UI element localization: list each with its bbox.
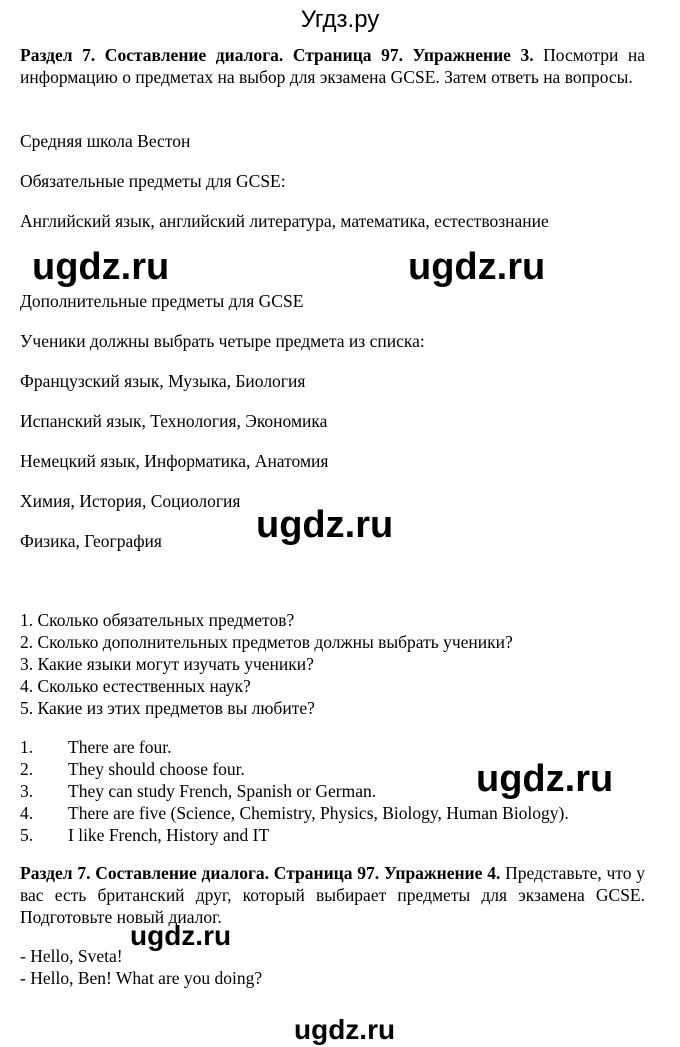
answer-item	[20, 824, 569, 846]
answer-item	[20, 802, 569, 824]
watermark: ugdz.ru	[32, 246, 170, 288]
questions-list	[20, 609, 513, 719]
exercise-4-text: Представьте, что у вас есть британский друг, который выбирает предметы для экзамена GCSE. Подготовьте новый диалог.	[20, 863, 646, 927]
dialog-line: - Hello, Sveta!	[20, 946, 123, 966]
watermark: ugdz.ru	[294, 1014, 396, 1045]
exercise-4-paragraph	[20, 862, 645, 928]
watermark: ugdz.ru	[256, 504, 394, 546]
answer-number: 5.	[20, 825, 34, 845]
compulsory-list: Английский язык, английский литература, математика, естествознание	[20, 211, 549, 231]
answer-text: They can study French, Spanish or German.	[68, 781, 377, 801]
question-item: 3. Какие языки могут изучать ученики?	[20, 654, 314, 674]
answer-number: 3.	[20, 781, 34, 801]
dialog-line: - Hello, Ben! What are you doing?	[20, 968, 263, 988]
question-item: 5. Какие из этих предметов вы любите?	[20, 698, 315, 718]
compulsory-title: Обязательные предметы для GCSE:	[20, 171, 286, 191]
answer-number: 1.	[20, 737, 34, 757]
answer-number: 4.	[20, 803, 34, 823]
answer-text: I like French, History and IT	[68, 825, 270, 845]
answer-text: There are four.	[68, 737, 172, 757]
question-item: 4. Сколько естественных наук?	[20, 676, 251, 696]
watermark: ugdz.ru	[476, 758, 614, 800]
answer-text: There are five (Science, Chemistry, Physics, Biology, Human Biology).	[68, 803, 569, 823]
answer-text: They should choose four.	[68, 759, 245, 779]
optional-row: Химия, История, Социология	[20, 491, 241, 511]
exercise-3-text: Посмотри на информацию о предметах на выбор для экзамена GCSE. Затем ответь на вопросы.	[20, 45, 646, 87]
optional-instruction: Ученики должны выбрать четыре предмета из списка:	[20, 331, 425, 351]
optional-title: Дополнительные предметы для GCSE	[20, 291, 304, 311]
optional-row: Французский язык, Музыка, Биология	[20, 371, 306, 391]
question-item: 2. Сколько дополнительных предметов должны выбрать ученики?	[20, 632, 513, 652]
answer-number: 2.	[20, 759, 34, 779]
answer-item	[20, 736, 569, 758]
exercise-3-paragraph	[20, 44, 645, 88]
optional-row: Физика, География	[20, 531, 162, 551]
optional-row: Испанский язык, Технология, Экономика	[20, 411, 328, 431]
exercise-4-heading: Раздел 7. Составление диалога. Страница 97. Упражнение 4.	[20, 863, 501, 883]
watermark: ugdz.ru	[408, 246, 546, 288]
optional-row: Немецкий язык, Информатика, Анатомия	[20, 451, 329, 471]
school-name: Средняя школа Вестон	[20, 131, 191, 151]
site-title: Угдз.ру	[300, 6, 380, 33]
question-item: 1. Сколько обязательных предметов?	[20, 610, 295, 630]
watermark: ugdz.ru	[130, 920, 232, 951]
exercise-3-heading: Раздел 7. Составление диалога. Страница 97. Упражнение 3.	[20, 45, 534, 65]
